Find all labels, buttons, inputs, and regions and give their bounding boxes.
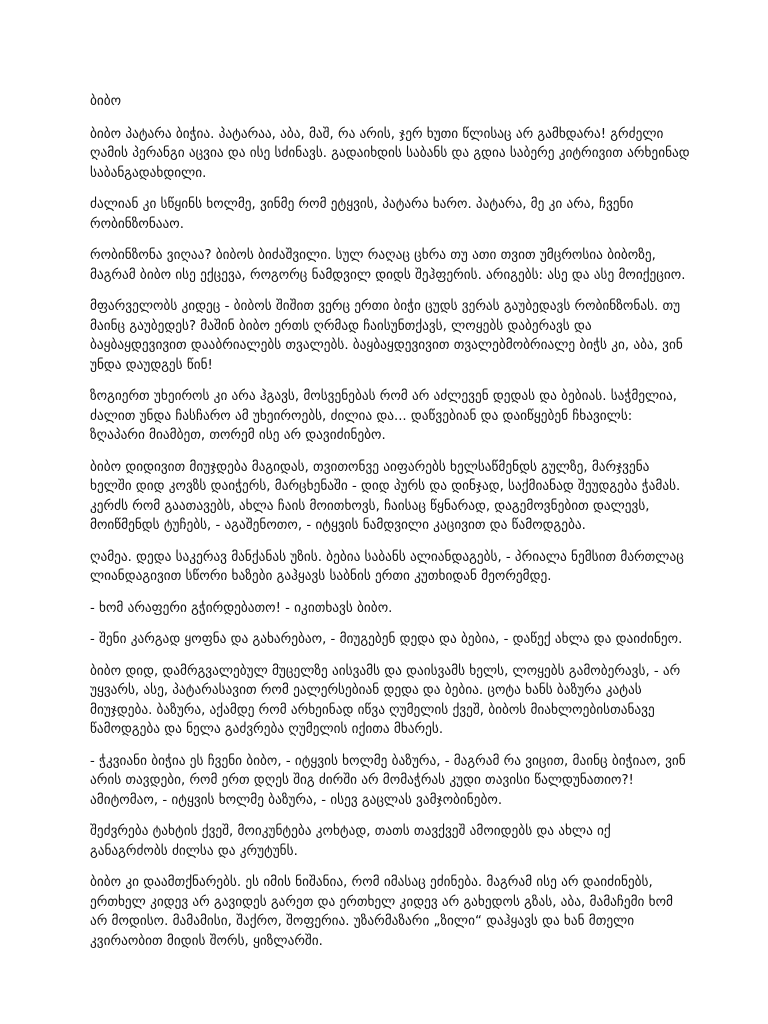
paragraph: ზოგიერთ უხეიროს კი არა ჰგავს, მოსვენებას რომ არ აძლევენ დედას და ბებიას. საჭმელია, ძალით უნდა ჩასჩარო ამ უხეიროებს, ძილია და... დაწვებიან და დაიწყებენ ჩხავილს: ზღაპარი მიამბეთ, თორემ ისე არ დავიძინებო. — [90, 389, 678, 443]
paragraph: რობინზონა ვიღაა? ბიბოს ბიძაშვილი. სულ რაღაც ცხრა თუ ათი თვით უმცროსია ბიბოზე, მაგრამ ბიბო ისე ექცევა, როგორც ნამდვილ დიდს შეჰფერის. არიგებს: ასე და ასე მოიქეციო. — [90, 248, 686, 283]
paragraph: ღამეა. დედა საკერავ მანქანას უზის. ბებია საბანს ალიანდაგებს, - პრიალა ნემსით მართლაც ლიანდაგივით სწორი ხაზები გაჰყავს საბნის ერთი კუთხიდან მეორემდე. — [90, 549, 684, 584]
paragraph: ბიბო დიდივით მიუჯდება მაგიდას, თვითონვე აიფარებს ხელსაწმენდს გულზე, მარჯვენა ხელში დიდ კოვზს დაიჭერს, მარცხენაში - დიდ პურს და დინჯად, საქმიანად შეუდგება ჭამას. კერძს რომ გაათავებს, ახლა ჩაის მოითხოვს, ჩაისაც წყნარად, დაგემოვნებით დალევს, მოიწმენდს ტუჩებს, - აგაშენოთო, - იტყვის ნამდვილი კაცივით და წამოდგება. — [90, 459, 681, 533]
paragraph: - შენი კარგად ყოფნა და გახარებაო, - მიუგებენ დედა და ბებია, - დაწექ ახლა და დაიძინეო. — [90, 632, 683, 647]
paragraph: ძალიან კი სწყინს ხოლმე, ვინმე რომ ეტყვის, პატარა ხარო. პატარა, მე კი არა, ჩვენი რობინზონააო. — [90, 197, 634, 232]
paragraph: ბიბო პატარა ბიჭია. პატარაა, აბა, მაშ, რა არის, ჯერ ხუთი წლისაც არ გამხდარა! გრძელი ღამის პერანგი აცვია და ისე სძინავს. გადაიხდის საბანს და გდია საბერე კიტრივით არხეინად საბანგადახდილი. — [90, 126, 690, 181]
paragraph: - ჭკვიანი ბიჭია ეს ჩვენი ბიბო, - იტყვის ხოლმე ბაზურა, - მაგრამ რა ვიცით, მაინც ბიჭიაო, ვინ არის თავდები, რომ ერთ დღეს შიგ ძირში არ მომაჭრას კუდი თავისი წალდუნათიო?! ამიტომაო, - იტყვის ხოლმე ბაზურა, - ისევ გაცლას ვამჯობინებო. — [90, 753, 686, 808]
paragraph: - ხომ არაფერი გჭირდებათო! - იკითხავს ბიბო. — [90, 600, 393, 616]
paragraph: მფარველობს კიდეც - ბიბოს შიშით ვერც ერთი ბიჭი ცუდს ვერას გაუბედავს რობინზონას. თუ მაინც გაუბედეს? მაშინ ბიბო ერთს ღრმად ჩაისუნთქავს, ლოყებს დაბერავს და ბაყბაყდევივით დააბრიალებს თვალებს. ბაყბაყდევივით თვალებმობრიალე ბიჭს კი, აბა, ვინ უნდა დაუდგეს წინ! — [90, 299, 683, 373]
document-page — [90, 92, 690, 963]
paragraph: ბიბო კი დაამთქნარებს. ეს იმის ნიშანია, რომ იმასაც ეძინება. მაგრამ ისე არ დაიძინებს, ერთხელ კიდევ არ გავიდეს გარეთ და ერთხელ კიდევ არ გახედოს გზას, აბა, მამაჩემი ხომ არ მოდისო. მამამისი, შაქრო, შოფერია. უზარმაზარი „ზილი“ დაჰყავს და ხან მთელი კვირაობით მიდის შორს, ყიზლარში. — [90, 875, 674, 949]
paragraph: შეძვრება ტახტის ქვეშ, მოიკუნტება კოხტად, თათს თავქვეშ ამოიდებს და ახლა იქ განაგრძობს ძილსა და კრუტუნს. — [90, 824, 611, 859]
document-title: ბიბო — [90, 94, 122, 109]
paragraph: ბიბო დიდ, დამრგვალებულ მუცელზე აისვამს და დაისვამს ხელს, ლოყებს გამობერავს, - არ უყვარს, ასე, პატარასავით რომ ეალერსებიან დედა და ბებია. ცოტა ხანს ბაზურა კატას მიუჯდება. ბაზურა, აქამდე რომ არხეინად იწვა ღუმელის ქვეშ, ბიბოს მიახლოებისთანავე წამოდგება და ნელა გაძვრება ღუმელის იქითა მხარეს. — [90, 663, 681, 737]
